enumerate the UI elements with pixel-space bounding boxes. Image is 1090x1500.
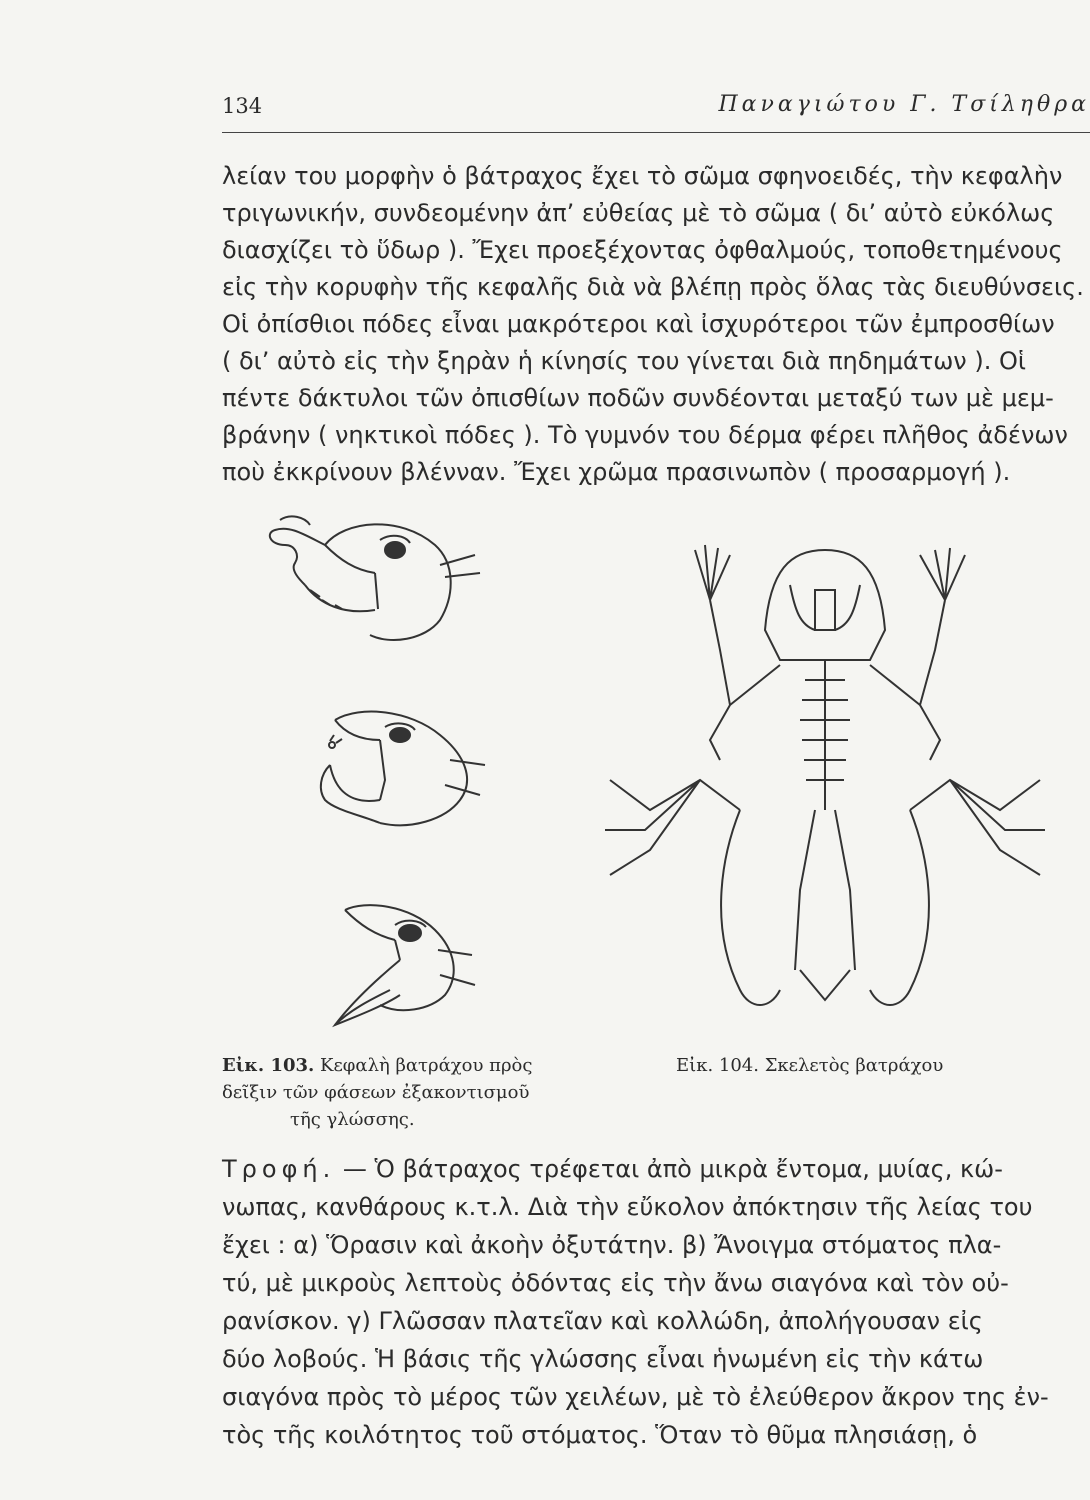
page-header bbox=[222, 92, 1090, 133]
figure-104-caption bbox=[676, 1052, 1036, 1079]
frog-head-tongue-extended bbox=[270, 516, 480, 640]
text-line: τύ, μὲ μικροὺς λεπτοὺς ὀδόντας εἰς τὴν ἄνω σιαγόνα καὶ τὸν οὐ- bbox=[222, 1269, 1009, 1297]
frog-head-mouth-open bbox=[321, 712, 485, 826]
figure-103-caption-line1: Κεφαλὴ βατράχου πρὸς bbox=[320, 1055, 533, 1076]
text-line: βράνην ( νηκτικοὶ πόδες ). Τὸ γυμνόν του δέρμα φέρει πλῆθος ἀδένων bbox=[222, 421, 1068, 449]
text-line: ρανίσκον. γ) Γλῶσσαν πλατεῖαν καὶ κολλώδη, ἀπολήγουσαν εἰς bbox=[222, 1307, 983, 1335]
section-heading: Τροφή. bbox=[222, 1155, 336, 1183]
text-line: νωπας, κανθάρους κ.τ.λ. Διὰ τὴν εὔκολον ἀπόκτησιν τῆς λείας του bbox=[222, 1193, 1033, 1221]
text-line: δύο λοβούς. Ἡ βάσις τῆς γλώσσης εἶναι ἡνωμένη εἰς τὴν κάτω bbox=[222, 1345, 984, 1373]
text-line: σιαγόνα πρὸς τὸ μέρος τῶν χειλέων, μὲ τὸ ἐλεύθερον ἄκρον της ἐν- bbox=[222, 1383, 1049, 1411]
figure-103-label: Εἰκ. 103. bbox=[222, 1055, 315, 1076]
text-line: πέντε δάκτυλοι τῶν ὀπισθίων ποδῶν συνδέονται μεταξύ των μὲ μεμ- bbox=[222, 384, 1054, 412]
frog-skeleton-illustration bbox=[590, 530, 1060, 1030]
figure-104-caption-text: Σκελετὸς βατράχου bbox=[764, 1055, 944, 1076]
figure-104-label: Εἰκ. 104. bbox=[676, 1055, 759, 1076]
text-line: ἔχει : α) Ὅρασιν καὶ ἀκοὴν ὀξυτάτην. β) Ἄνοιγμα στόματος πλα- bbox=[222, 1231, 1002, 1259]
figure-103-caption-line2: δεῖξιν τῶν φάσεων ἐξακοντισμοῦ bbox=[222, 1082, 530, 1103]
top-paragraph bbox=[222, 158, 1084, 491]
text-line: λείαν του μορφὴν ὁ βάτραχος ἔχει τὸ σῶμα σφηνοειδές, τὴν κεφαλὴν bbox=[222, 162, 1063, 190]
text-line-rest: — Ὁ βάτραχος τρέφεται ἀπὸ μικρὰ ἔντομα, μυίας, κώ- bbox=[335, 1155, 1003, 1183]
text-line bbox=[222, 1150, 1068, 1188]
text-line: Οἱ ὀπίσθιοι πόδες εἶναι μακρότεροι καὶ ἰσχυρότεροι τῶν ἐμπροσθίων bbox=[222, 310, 1055, 338]
frog-heads-illustration bbox=[250, 505, 510, 1040]
figure-103-caption bbox=[222, 1052, 612, 1133]
text-line: εἰς τὴν κορυφὴν τῆς κεφαλῆς διὰ νὰ βλέπῃ πρὸς ὅλας τὰς διευθύνσεις. bbox=[222, 273, 1084, 301]
frog-head-mouth-wide bbox=[335, 905, 475, 1025]
text-line: ποὺ ἐκκρίνουν βλένναν. Ἔχει χρῶμα πρασινωπὸν ( προσαρμογή ). bbox=[222, 458, 1011, 486]
running-title: Παναγιώτου Γ. Τσίληθρα bbox=[718, 92, 1090, 117]
page-number: 134 bbox=[222, 94, 263, 118]
text-line: διασχίζει τὸ ὕδωρ ). Ἔχει προεξέχοντας ὀφθαλμούς, τοποθετημένους bbox=[222, 236, 1063, 264]
figure-103-caption-line3: τῆς γλώσσης. bbox=[290, 1109, 415, 1130]
bottom-paragraph bbox=[222, 1150, 1068, 1454]
text-line: τὸς τῆς κοιλότητος τοῦ στόματος. Ὅταν τὸ θῦμα πλησιάσῃ, ὁ bbox=[222, 1421, 978, 1449]
text-line: ( δι’ αὐτὸ εἰς τὴν ξηρὰν ἡ κίνησίς του γίνεται διὰ πηδημάτων ). Οἱ bbox=[222, 347, 1026, 375]
text-line: τριγωνικήν, συνδεομένην ἀπ’ εὐθείας μὲ τὸ σῶμα ( δι’ αὐτὸ εὐκόλως bbox=[222, 199, 1055, 227]
